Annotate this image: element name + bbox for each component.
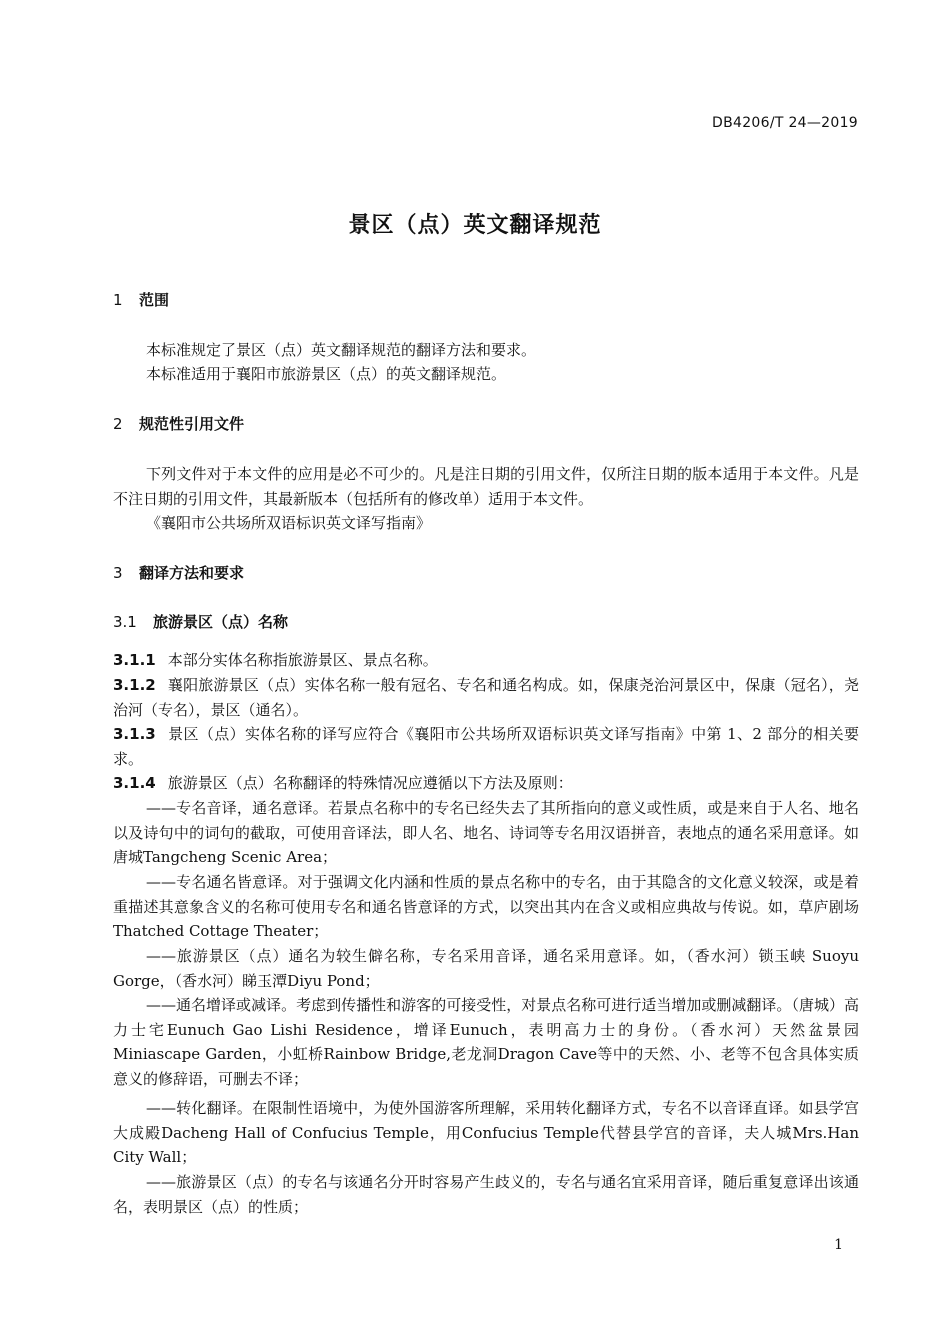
list-item: ——通名增译或减译。考虑到传播性和游客的可接受性，对景点名称可进行适当增加或删减翻译。（唐城）高力士宅Eunuch Gao Lishi Residence，增译Eunuch，表明高力士的身份。（香水河）天然盆景园 Miniascape Garden，小虹桥Rainbow Bridge,老龙洞Dragon Cave等中的天然、小、老等不包含具体实质意义的修辞语，可删去不译； <box>113 996 859 1088</box>
section-3-1-number: 3.1 <box>113 613 137 631</box>
clause-number: 3.1.4 <box>113 774 156 792</box>
clause-3-1-4 <box>113 771 859 796</box>
clause-text: 旅游景区（点）名称翻译的特殊情况应遵循以下方法及原则： <box>167 774 573 792</box>
list-item: ——转化翻译。在限制性语境中，为使外国游客所理解，采用转化翻译方式，专名不以音译直译。如县学宫大成殿Dacheng Hall of Confucius Temple，用Confucius Temple代替县学宫的音译，夫人城Mrs.Han City Wall； <box>113 1099 859 1166</box>
section-1-para-1: 本标准规定了景区（点）英文翻译规范的翻译方法和要求。 <box>146 341 537 359</box>
clause-text: 本部分实体名称指旅游景区、景点名称。 <box>167 651 438 669</box>
clause-3-1-2 <box>113 673 859 722</box>
document-title: 景区（点）英文翻译规范 <box>348 213 602 238</box>
clause-number: 3.1.2 <box>113 676 156 694</box>
section-1-title: 范围 <box>139 291 170 309</box>
clause-number: 3.1.3 <box>113 725 156 743</box>
list-item: ——专名音译，通名意译。若景点名称中的专名已经失去了其所指向的意义或性质，或是来自于人名、地名以及诗句中的词句的截取，可使用音译法，即人名、地名、诗词等专名用汉语拼音，表地点的通名采用意译。如唐城Tangcheng Scenic Area； <box>113 799 859 866</box>
list-item: ——专名通名皆意译。对于强调文化内涵和性质的景点名称中的专名，由于其隐含的文化意义较深，或是着重描述其意象含义的名称可使用专名和通名皆意译的方式，以突出其内在含义或相应典故与传说。如，草庐剧场Thatched Cottage Theater； <box>113 873 859 940</box>
clause-text: 景区（点）实体名称的译写应符合《襄阳市公共场所双语标识英文译写指南》中第 1、2 部分的相关要求。 <box>113 725 859 768</box>
list-item: ——旅游景区（点）通名为较生僻名称，专名采用音译，通名采用意译。如，（香水河）锁玉峡 Suoyu Gorge，（香水河）睇玉潭Diyu Pond； <box>113 947 859 990</box>
section-3-1-title: 旅游景区（点）名称 <box>153 613 289 631</box>
list-item: ——旅游景区（点）的专名与该通名分开时容易产生歧义的，专名与通名宜采用音译，随后重复意译出该通名，表明景区（点）的性质； <box>113 1173 859 1216</box>
clause-number: 3.1.1 <box>113 651 156 669</box>
clause-3-1-1 <box>113 648 859 673</box>
clause-text: 襄阳旅游景区（点）实体名称一般有冠名、专名和通名构成。如，保康尧治河景区中，保康（冠名），尧治河（专名），景区（通名）。 <box>113 676 859 719</box>
section-1-para-2: 本标准适用于襄阳市旅游景区（点）的英文翻译规范。 <box>146 365 507 383</box>
section-3-heading <box>113 562 244 583</box>
section-2-para-2: 《襄阳市公共场所双语标识英文译写指南》 <box>146 514 432 532</box>
section-2-para-1: 下列文件对于本文件的应用是必不可少的。凡是注日期的引用文件，仅所注日期的版本适用于本文件。凡是不注日期的引用文件，其最新版本（包括所有的修改单）适用于本文件。 <box>113 465 859 508</box>
section-1-number: 1 <box>113 291 123 309</box>
section-3-1-heading <box>113 611 288 632</box>
section-3-title: 翻译方法和要求 <box>139 564 245 582</box>
clause-3-1-3 <box>113 722 859 771</box>
section-1-heading <box>113 289 169 310</box>
section-3-number: 3 <box>113 564 123 582</box>
section-2-heading <box>113 413 244 434</box>
page-number: 1 <box>834 1237 843 1253</box>
section-2-title: 规范性引用文件 <box>139 415 245 433</box>
section-2-number: 2 <box>113 415 123 433</box>
standard-code: DB4206/T 24—2019 <box>712 115 858 131</box>
